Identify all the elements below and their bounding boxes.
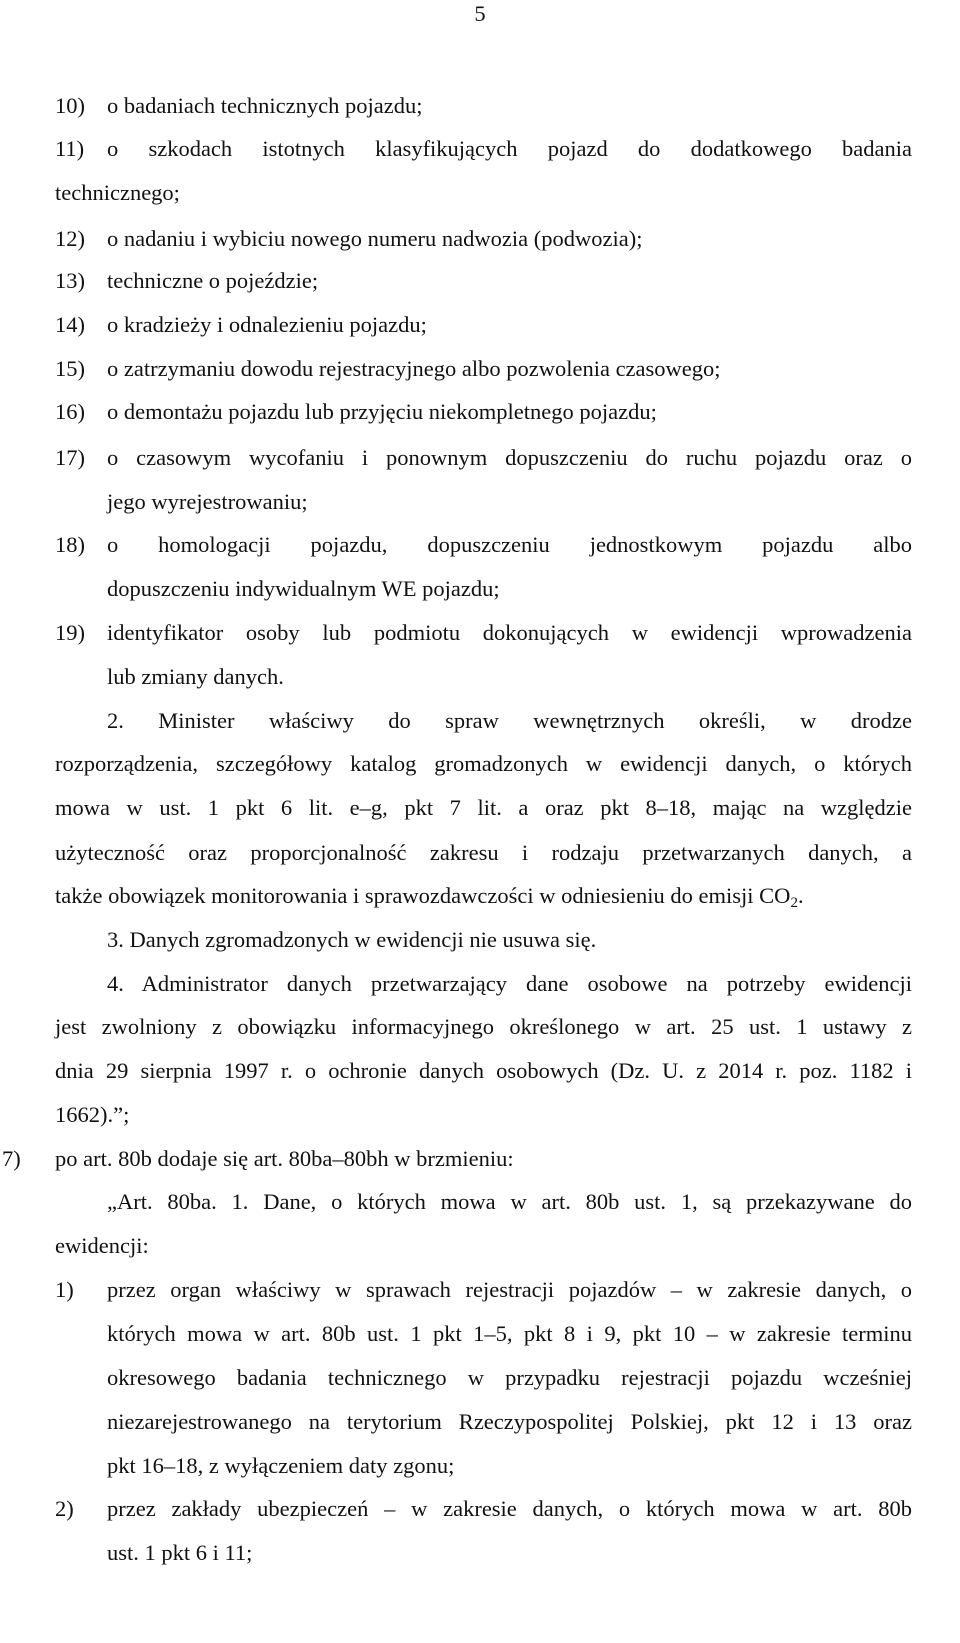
list-number: 18)	[55, 532, 85, 557]
list-number: 2)	[55, 1496, 74, 1521]
paragraph-line: mowa w ust. 1 pkt 6 lit. e–g, pkt 7 lit. a oraz pkt 8–18, mając na względzie	[55, 795, 912, 820]
list-item-text: o czasowym wycofaniu i ponownym dopuszczeniu do ruchu pojazdu oraz o	[107, 445, 912, 470]
paragraph-line: jest zwolniony z obowiązku informacyjnego określonego w art. 25 ust. 1 ustawy z	[55, 1014, 912, 1039]
list-number: 10)	[55, 93, 85, 118]
list-item-text: jego wyrejestrowaniu;	[107, 489, 308, 514]
list-number: 13)	[55, 268, 85, 293]
list-item-text: technicznego;	[55, 180, 180, 205]
paragraph-line: rozporządzenia, szczegółowy katalog gromadzonych w ewidencji danych, o których	[55, 751, 912, 776]
list-item-text: identyfikator osoby lub podmiotu dokonujących w ewidencji wprowadzenia	[107, 620, 912, 645]
list-item-text: o demontażu pojazdu lub przyjęciu niekompletnego pojazdu;	[107, 399, 657, 424]
item-number: 7)	[2, 1146, 21, 1171]
list-item-text: okresowego badania technicznego w przypadku rejestracji pojazdu wcześniej	[107, 1365, 912, 1390]
list-number: 16)	[55, 399, 85, 424]
list-item-text: przez organ właściwy w sprawach rejestracji pojazdów – w zakresie danych, o	[107, 1277, 912, 1302]
list-item-text: o kradzieży i odnalezieniu pojazdu;	[107, 312, 427, 337]
list-item-text: niezarejestrowanego na terytorium Rzeczypospolitej Polskiej, pkt 12 i 13 oraz	[107, 1409, 912, 1434]
list-item-text: których mowa w art. 80b ust. 1 pkt 1–5, pkt 8 i 9, pkt 10 – w zakresie terminu	[107, 1321, 912, 1346]
list-item-text: ust. 1 pkt 6 i 11;	[107, 1540, 253, 1565]
list-item-text: lub zmiany danych.	[107, 664, 284, 689]
list-item-text: techniczne o pojeździe;	[107, 268, 319, 293]
subscript-text: 2	[790, 895, 798, 911]
list-number: 15)	[55, 356, 85, 381]
paragraph-line: użyteczność oraz proporcjonalność zakresu i rodzaju przetwarzanych danych, a	[55, 840, 912, 865]
list-number: 19)	[55, 620, 85, 645]
paragraph-line	[55, 881, 804, 911]
list-item-text: o szkodach istotnych klasyfikujących pojazd do dodatkowego badania	[107, 136, 912, 161]
list-item-text: pkt 16–18, z wyłączeniem daty zgonu;	[107, 1453, 455, 1478]
list-number: 14)	[55, 312, 85, 337]
article-line: ewidencji:	[55, 1233, 149, 1258]
list-item-text: o nadaniu i wybiciu nowego numeru nadwozia (podwozia);	[107, 226, 643, 251]
list-item-text: przez zakłady ubezpieczeń – w zakresie danych, o których mowa w art. 80b	[107, 1496, 912, 1521]
item-text: po art. 80b dodaje się art. 80ba–80bh w brzmieniu:	[55, 1146, 514, 1171]
paragraph-text: .	[797, 883, 804, 908]
list-number: 1)	[55, 1277, 74, 1302]
list-number: 17)	[55, 445, 85, 470]
paragraph-line: 2. Minister właściwy do spraw wewnętrznych określi, w drodze	[107, 708, 912, 733]
paragraph-text: także obowiązek monitorowania i sprawozdawczości w odniesieniu do emisji CO	[55, 883, 791, 908]
list-item-text: o badaniach technicznych pojazdu;	[107, 93, 423, 118]
list-number: 12)	[55, 226, 85, 251]
list-number: 11)	[55, 136, 85, 161]
list-item-text: dopuszczeniu indywidualnym WE pojazdu;	[107, 576, 500, 601]
paragraph-line: 1662).”;	[55, 1102, 130, 1127]
list-item-text: o homologacji pojazdu, dopuszczeniu jednostkowym pojazdu albo	[107, 532, 912, 557]
paragraph-line: dnia 29 sierpnia 1997 r. o ochronie danych osobowych (Dz. U. z 2014 r. poz. 1182 i	[55, 1058, 912, 1083]
article-line: „Art. 80ba. 1. Dane, o których mowa w art. 80b ust. 1, są przekazywane do	[107, 1189, 912, 1214]
page-number: 5	[474, 1, 486, 26]
paragraph-line: 4. Administrator danych przetwarzający dane osobowe na potrzeby ewidencji	[107, 971, 912, 996]
paragraph-line: 3. Danych zgromadzonych w ewidencji nie usuwa się.	[107, 927, 597, 952]
list-item-text: o zatrzymaniu dowodu rejestracyjnego albo pozwolenia czasowego;	[107, 356, 721, 381]
